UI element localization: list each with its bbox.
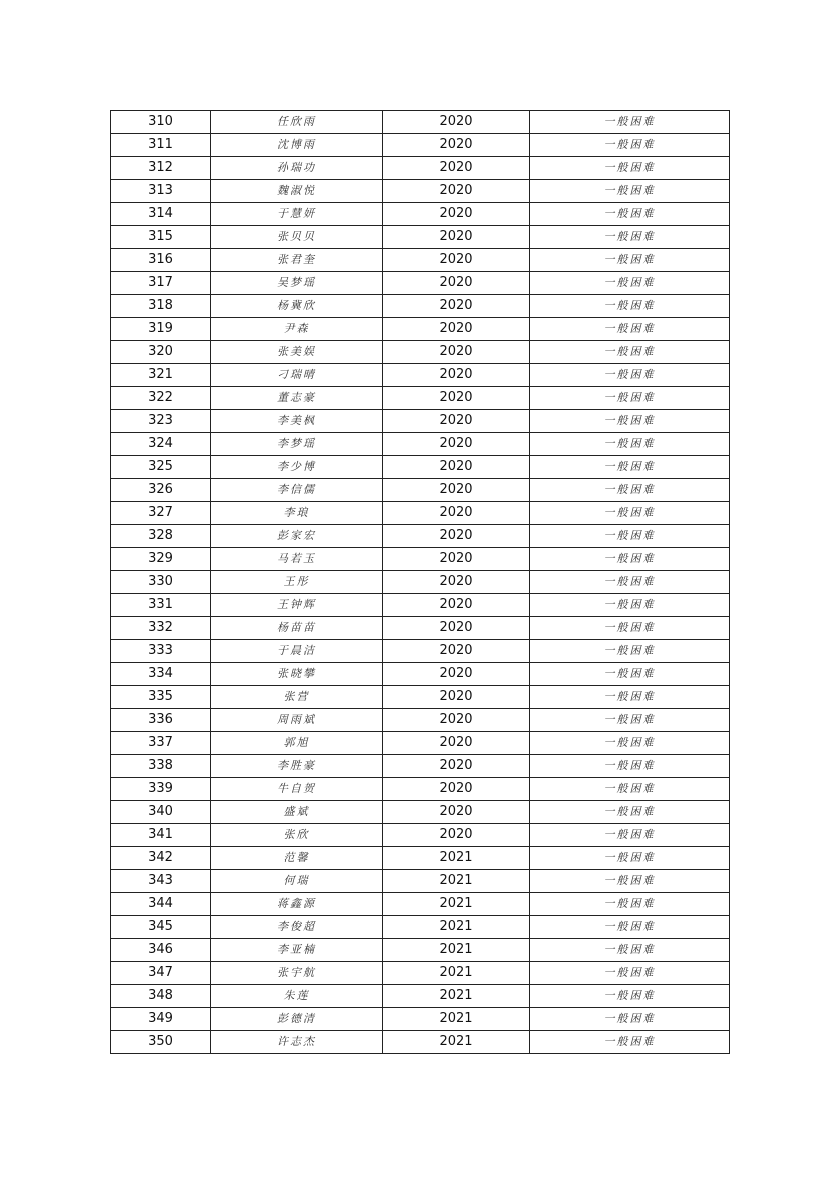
- table-row: [111, 157, 730, 180]
- cell-name: [211, 663, 383, 686]
- cell-name-text: 王钟辉: [277, 598, 316, 611]
- cell-difficulty-level: [530, 433, 730, 456]
- table-row: [111, 732, 730, 755]
- cell-difficulty-level-text: 一般困难: [603, 1035, 656, 1048]
- cell-difficulty-level-text: 一般困难: [603, 575, 656, 588]
- cell-name-text: 朱莲: [283, 989, 310, 1002]
- cell-difficulty-level: [530, 1031, 730, 1054]
- cell-difficulty-level: [530, 640, 730, 663]
- cell-difficulty-level: [530, 341, 730, 364]
- table-row: [111, 134, 730, 157]
- table-row: [111, 962, 730, 985]
- table-row: [111, 1031, 730, 1054]
- cell-name-text: 李美枫: [277, 414, 316, 427]
- cell-number: 325: [111, 456, 211, 479]
- cell-number: 343: [111, 870, 211, 893]
- cell-difficulty-level: [530, 410, 730, 433]
- cell-name-text: 尹森: [283, 322, 310, 335]
- cell-name-text: 范馨: [283, 851, 310, 864]
- cell-difficulty-level-text: 一般困难: [603, 345, 656, 358]
- cell-year: 2020: [383, 249, 530, 272]
- cell-name-text: 王彤: [283, 575, 310, 588]
- cell-difficulty-level-text: 一般困难: [603, 966, 656, 979]
- cell-name: [211, 985, 383, 1008]
- cell-number: 333: [111, 640, 211, 663]
- cell-number: 338: [111, 755, 211, 778]
- cell-difficulty-level-text: 一般困难: [603, 851, 656, 864]
- cell-difficulty-level-text: 一般困难: [603, 414, 656, 427]
- table-row: [111, 755, 730, 778]
- cell-difficulty-level: [530, 939, 730, 962]
- cell-difficulty-level: [530, 985, 730, 1008]
- cell-number: 310: [111, 111, 211, 134]
- cell-difficulty-level-text: 一般困难: [603, 713, 656, 726]
- cell-difficulty-level: [530, 203, 730, 226]
- roster-table: [110, 110, 730, 1054]
- cell-difficulty-level: [530, 778, 730, 801]
- table-row: [111, 709, 730, 732]
- cell-difficulty-level-text: 一般困难: [603, 828, 656, 841]
- cell-name-text: 彭德清: [277, 1012, 316, 1025]
- cell-number: 350: [111, 1031, 211, 1054]
- cell-name-text: 李信儒: [277, 483, 316, 496]
- cell-year: 2020: [383, 525, 530, 548]
- cell-name: [211, 387, 383, 410]
- table-row: [111, 617, 730, 640]
- cell-name: [211, 341, 383, 364]
- cell-year: 2020: [383, 410, 530, 433]
- cell-number: 344: [111, 893, 211, 916]
- cell-difficulty-level-text: 一般困难: [603, 184, 656, 197]
- roster-table-container: [110, 110, 729, 1054]
- cell-year: 2020: [383, 341, 530, 364]
- cell-name: [211, 916, 383, 939]
- cell-year: 2020: [383, 640, 530, 663]
- table-row: [111, 571, 730, 594]
- cell-name: [211, 111, 383, 134]
- cell-difficulty-level-text: 一般困难: [603, 483, 656, 496]
- cell-name-text: 李琅: [283, 506, 310, 519]
- cell-year: 2020: [383, 180, 530, 203]
- cell-difficulty-level: [530, 1008, 730, 1031]
- table-row: [111, 249, 730, 272]
- cell-name: [211, 203, 383, 226]
- cell-year: 2021: [383, 962, 530, 985]
- cell-name-text: 李俊超: [277, 920, 316, 933]
- table-row: [111, 640, 730, 663]
- cell-year: 2020: [383, 709, 530, 732]
- cell-difficulty-level: [530, 571, 730, 594]
- table-row: [111, 847, 730, 870]
- cell-difficulty-level-text: 一般困难: [603, 989, 656, 1002]
- cell-name: [211, 134, 383, 157]
- cell-name-text: 李亚楠: [277, 943, 316, 956]
- table-row: [111, 410, 730, 433]
- cell-year: 2020: [383, 295, 530, 318]
- cell-number: 311: [111, 134, 211, 157]
- cell-difficulty-level-text: 一般困难: [603, 552, 656, 565]
- cell-number: 319: [111, 318, 211, 341]
- table-row: [111, 364, 730, 387]
- cell-difficulty-level: [530, 824, 730, 847]
- cell-name-text: 张美娱: [277, 345, 316, 358]
- cell-difficulty-level: [530, 801, 730, 824]
- cell-difficulty-level-text: 一般困难: [603, 644, 656, 657]
- table-row: [111, 801, 730, 824]
- cell-difficulty-level-text: 一般困难: [603, 736, 656, 749]
- cell-difficulty-level-text: 一般困难: [603, 322, 656, 335]
- cell-difficulty-level: [530, 318, 730, 341]
- cell-difficulty-level-text: 一般困难: [603, 299, 656, 312]
- cell-name: [211, 180, 383, 203]
- cell-name: [211, 870, 383, 893]
- cell-name: [211, 433, 383, 456]
- cell-name-text: 李胜豪: [277, 759, 316, 772]
- cell-year: 2020: [383, 594, 530, 617]
- cell-name: [211, 847, 383, 870]
- cell-year: 2020: [383, 203, 530, 226]
- cell-number: 316: [111, 249, 211, 272]
- cell-name-text: 于晨洁: [277, 644, 316, 657]
- cell-name: [211, 686, 383, 709]
- cell-number: 314: [111, 203, 211, 226]
- cell-name: [211, 295, 383, 318]
- cell-number: 342: [111, 847, 211, 870]
- cell-number: 346: [111, 939, 211, 962]
- cell-name-text: 董志豪: [277, 391, 316, 404]
- cell-year: 2020: [383, 272, 530, 295]
- cell-difficulty-level-text: 一般困难: [603, 207, 656, 220]
- cell-number: 313: [111, 180, 211, 203]
- table-row: [111, 341, 730, 364]
- cell-name-text: 蒋鑫源: [277, 897, 316, 910]
- cell-difficulty-level-text: 一般困难: [603, 920, 656, 933]
- cell-difficulty-level: [530, 456, 730, 479]
- cell-name: [211, 548, 383, 571]
- table-row: [111, 778, 730, 801]
- table-row: [111, 456, 730, 479]
- cell-year: 2020: [383, 755, 530, 778]
- table-row: [111, 663, 730, 686]
- cell-name-text: 杨冀欣: [277, 299, 316, 312]
- cell-year: 2020: [383, 686, 530, 709]
- cell-year: 2021: [383, 870, 530, 893]
- cell-number: 322: [111, 387, 211, 410]
- cell-difficulty-level: [530, 847, 730, 870]
- table-row: [111, 824, 730, 847]
- cell-name: [211, 824, 383, 847]
- cell-number: 326: [111, 479, 211, 502]
- cell-year: 2021: [383, 893, 530, 916]
- table-row: [111, 893, 730, 916]
- cell-name: [211, 962, 383, 985]
- cell-name-text: 任欣雨: [277, 115, 316, 128]
- table-row: [111, 870, 730, 893]
- table-row: [111, 548, 730, 571]
- cell-number: 324: [111, 433, 211, 456]
- cell-name: [211, 801, 383, 824]
- cell-difficulty-level: [530, 364, 730, 387]
- cell-difficulty-level: [530, 732, 730, 755]
- cell-difficulty-level: [530, 617, 730, 640]
- cell-name-text: 刁瑞晴: [277, 368, 316, 381]
- cell-difficulty-level-text: 一般困难: [603, 368, 656, 381]
- cell-name-text: 孙瑞功: [277, 161, 316, 174]
- cell-difficulty-level-text: 一般困难: [603, 115, 656, 128]
- cell-name-text: 牛自贺: [277, 782, 316, 795]
- cell-difficulty-level-text: 一般困难: [603, 506, 656, 519]
- cell-year: 2020: [383, 732, 530, 755]
- cell-number: 330: [111, 571, 211, 594]
- cell-difficulty-level: [530, 663, 730, 686]
- cell-name: [211, 594, 383, 617]
- cell-difficulty-level-text: 一般困难: [603, 690, 656, 703]
- cell-name: [211, 226, 383, 249]
- cell-name: [211, 318, 383, 341]
- cell-name: [211, 410, 383, 433]
- cell-name-text: 张晓攀: [277, 667, 316, 680]
- cell-year: 2020: [383, 778, 530, 801]
- cell-difficulty-level-text: 一般困难: [603, 460, 656, 473]
- cell-number: 328: [111, 525, 211, 548]
- cell-name-text: 郭旭: [283, 736, 310, 749]
- table-row: [111, 226, 730, 249]
- cell-year: 2020: [383, 318, 530, 341]
- table-row: [111, 111, 730, 134]
- cell-year: 2020: [383, 364, 530, 387]
- cell-difficulty-level-text: 一般困难: [603, 782, 656, 795]
- cell-number: 317: [111, 272, 211, 295]
- cell-difficulty-level: [530, 226, 730, 249]
- cell-name: [211, 364, 383, 387]
- cell-number: 334: [111, 663, 211, 686]
- cell-difficulty-level-text: 一般困难: [603, 161, 656, 174]
- table-row: [111, 318, 730, 341]
- cell-name: [211, 272, 383, 295]
- cell-year: 2021: [383, 1008, 530, 1031]
- cell-difficulty-level-text: 一般困难: [603, 598, 656, 611]
- cell-difficulty-level: [530, 111, 730, 134]
- table-row: [111, 594, 730, 617]
- cell-number: 341: [111, 824, 211, 847]
- table-row: [111, 502, 730, 525]
- cell-name: [211, 640, 383, 663]
- cell-number: 315: [111, 226, 211, 249]
- cell-name-text: 杨苗苗: [277, 621, 316, 634]
- cell-year: 2020: [383, 617, 530, 640]
- cell-name-text: 张欣: [283, 828, 310, 841]
- cell-difficulty-level-text: 一般困难: [603, 529, 656, 542]
- cell-year: 2020: [383, 157, 530, 180]
- cell-year: 2020: [383, 479, 530, 502]
- cell-year: 2020: [383, 111, 530, 134]
- cell-name: [211, 893, 383, 916]
- cell-year: 2020: [383, 226, 530, 249]
- cell-number: 320: [111, 341, 211, 364]
- cell-difficulty-level: [530, 755, 730, 778]
- cell-year: 2020: [383, 571, 530, 594]
- cell-name: [211, 1008, 383, 1031]
- cell-number: 345: [111, 916, 211, 939]
- table-row: [111, 525, 730, 548]
- cell-difficulty-level-text: 一般困难: [603, 230, 656, 243]
- cell-number: 335: [111, 686, 211, 709]
- cell-name: [211, 502, 383, 525]
- cell-year: 2020: [383, 824, 530, 847]
- cell-difficulty-level: [530, 502, 730, 525]
- cell-name-text: 吴梦瑶: [277, 276, 316, 289]
- cell-name: [211, 525, 383, 548]
- cell-difficulty-level: [530, 295, 730, 318]
- table-row: [111, 916, 730, 939]
- cell-year: 2021: [383, 847, 530, 870]
- cell-year: 2021: [383, 916, 530, 939]
- cell-name-text: 于慧妍: [277, 207, 316, 220]
- cell-name: [211, 617, 383, 640]
- cell-year: 2020: [383, 456, 530, 479]
- cell-difficulty-level: [530, 525, 730, 548]
- cell-number: 340: [111, 801, 211, 824]
- table-row: [111, 203, 730, 226]
- table-row: [111, 479, 730, 502]
- cell-difficulty-level: [530, 548, 730, 571]
- cell-name: [211, 456, 383, 479]
- cell-year: 2021: [383, 939, 530, 962]
- cell-difficulty-level: [530, 387, 730, 410]
- cell-difficulty-level-text: 一般困难: [603, 621, 656, 634]
- cell-name-text: 何瑞: [283, 874, 310, 887]
- cell-difficulty-level-text: 一般困难: [603, 437, 656, 450]
- cell-number: 348: [111, 985, 211, 1008]
- cell-difficulty-level: [530, 134, 730, 157]
- cell-number: 347: [111, 962, 211, 985]
- cell-name-text: 张君奎: [277, 253, 316, 266]
- cell-name: [211, 249, 383, 272]
- cell-year: 2020: [383, 134, 530, 157]
- cell-difficulty-level: [530, 686, 730, 709]
- cell-name: [211, 1031, 383, 1054]
- table-row: [111, 272, 730, 295]
- cell-difficulty-level-text: 一般困难: [603, 874, 656, 887]
- cell-name-text: 李梦瑶: [277, 437, 316, 450]
- table-row: [111, 433, 730, 456]
- cell-name: [211, 755, 383, 778]
- cell-number: 312: [111, 157, 211, 180]
- cell-difficulty-level-text: 一般困难: [603, 667, 656, 680]
- table-row: [111, 387, 730, 410]
- cell-name: [211, 479, 383, 502]
- cell-difficulty-level-text: 一般困难: [603, 805, 656, 818]
- table-row: [111, 1008, 730, 1031]
- cell-number: 318: [111, 295, 211, 318]
- table-row: [111, 939, 730, 962]
- cell-difficulty-level-text: 一般困难: [603, 759, 656, 772]
- cell-number: 332: [111, 617, 211, 640]
- cell-difficulty-level: [530, 594, 730, 617]
- cell-name: [211, 157, 383, 180]
- cell-name-text: 周雨斌: [277, 713, 316, 726]
- cell-name-text: 李少博: [277, 460, 316, 473]
- cell-name-text: 张贝贝: [277, 230, 316, 243]
- cell-name-text: 张营: [283, 690, 310, 703]
- cell-difficulty-level: [530, 479, 730, 502]
- cell-difficulty-level: [530, 272, 730, 295]
- cell-number: 331: [111, 594, 211, 617]
- cell-difficulty-level-text: 一般困难: [603, 897, 656, 910]
- cell-name-text: 彭家宏: [277, 529, 316, 542]
- cell-difficulty-level: [530, 962, 730, 985]
- cell-name: [211, 732, 383, 755]
- cell-difficulty-level-text: 一般困难: [603, 253, 656, 266]
- cell-difficulty-level: [530, 709, 730, 732]
- cell-year: 2021: [383, 1031, 530, 1054]
- cell-year: 2020: [383, 548, 530, 571]
- table-row: [111, 985, 730, 1008]
- table-row: [111, 686, 730, 709]
- cell-year: 2020: [383, 433, 530, 456]
- cell-difficulty-level-text: 一般困难: [603, 138, 656, 151]
- cell-year: 2020: [383, 387, 530, 410]
- cell-difficulty-level: [530, 916, 730, 939]
- cell-number: 323: [111, 410, 211, 433]
- cell-difficulty-level: [530, 157, 730, 180]
- cell-number: 329: [111, 548, 211, 571]
- cell-name: [211, 571, 383, 594]
- table-row: [111, 295, 730, 318]
- cell-difficulty-level-text: 一般困难: [603, 1012, 656, 1025]
- cell-number: 336: [111, 709, 211, 732]
- cell-number: 321: [111, 364, 211, 387]
- cell-difficulty-level: [530, 180, 730, 203]
- cell-difficulty-level: [530, 249, 730, 272]
- cell-year: 2020: [383, 801, 530, 824]
- cell-year: 2020: [383, 663, 530, 686]
- cell-number: 327: [111, 502, 211, 525]
- cell-name-text: 张宇航: [277, 966, 316, 979]
- cell-name-text: 魏淑悦: [277, 184, 316, 197]
- cell-name-text: 许志杰: [277, 1035, 316, 1048]
- cell-number: 339: [111, 778, 211, 801]
- cell-year: 2021: [383, 985, 530, 1008]
- cell-difficulty-level: [530, 893, 730, 916]
- cell-name: [211, 778, 383, 801]
- cell-name: [211, 939, 383, 962]
- cell-number: 349: [111, 1008, 211, 1031]
- cell-difficulty-level-text: 一般困难: [603, 943, 656, 956]
- cell-difficulty-level: [530, 870, 730, 893]
- cell-name-text: 盛斌: [283, 805, 310, 818]
- cell-name-text: 沈博雨: [277, 138, 316, 151]
- cell-number: 337: [111, 732, 211, 755]
- cell-year: 2020: [383, 502, 530, 525]
- cell-name-text: 马若玉: [277, 552, 316, 565]
- table-row: [111, 180, 730, 203]
- cell-difficulty-level-text: 一般困难: [603, 276, 656, 289]
- roster-table-body: [111, 111, 730, 1054]
- cell-difficulty-level-text: 一般困难: [603, 391, 656, 404]
- cell-name: [211, 709, 383, 732]
